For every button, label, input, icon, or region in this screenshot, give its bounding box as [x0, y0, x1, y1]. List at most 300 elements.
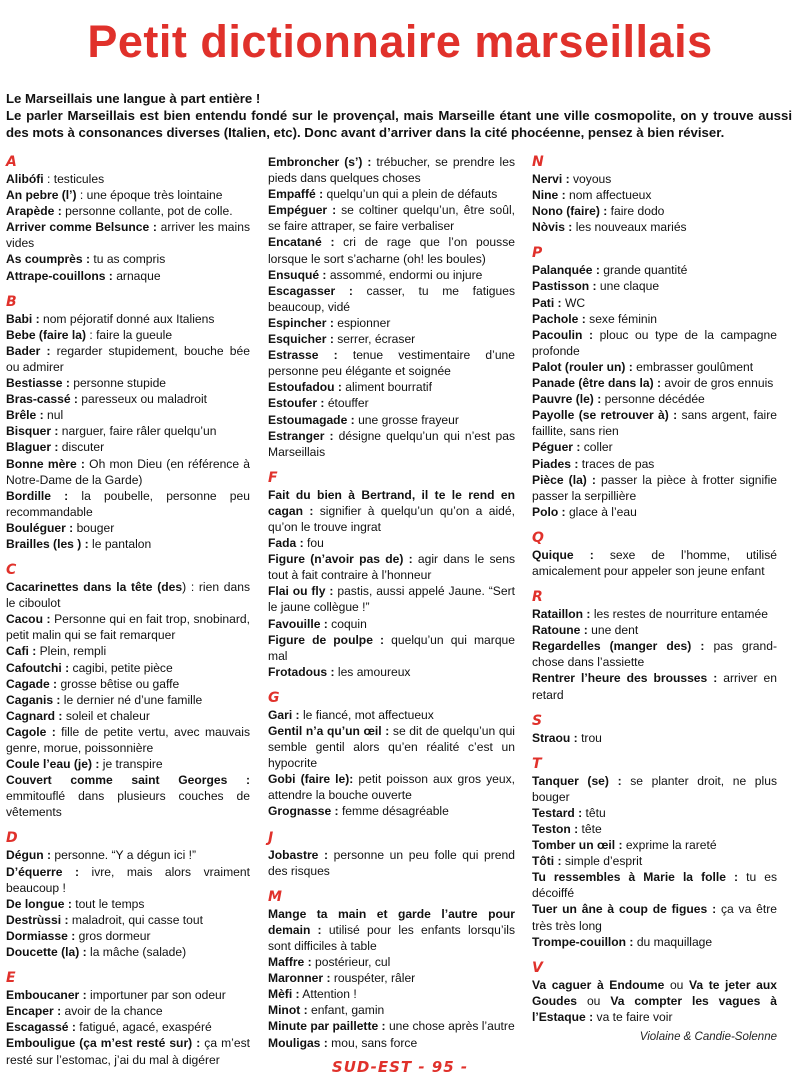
dictionary-entry	[268, 1018, 515, 1034]
entry-term: Escagasser :	[268, 283, 353, 298]
entry-term: Espincher :	[268, 315, 334, 330]
dictionary-entry	[268, 347, 515, 379]
entry-term: Arriver comme Belsunce :	[6, 220, 157, 235]
letter-section	[532, 530, 777, 579]
dictionary-entry	[268, 1035, 515, 1051]
entry-definition: bouger	[73, 520, 115, 535]
entry-definition: le dernier né d’une famille	[60, 692, 203, 707]
entry-definition: ou	[664, 977, 689, 992]
entry-definition: assommé, endormi ou injure	[326, 267, 483, 282]
dictionary-entry	[268, 551, 515, 583]
entry-term: Caganis :	[6, 692, 61, 707]
entry-definition: soleil et chaleur	[62, 708, 150, 723]
dictionary-entry	[6, 772, 250, 820]
dictionary-entry	[532, 805, 777, 821]
entry-definition: utilisé pour les enfants lorsqu’ils sont difficiles à table	[268, 922, 515, 953]
entry-term: Favouille :	[268, 616, 328, 631]
dictionary-entry	[268, 707, 515, 723]
entry-definition: petit poisson aux gros yeux, attendre la bouche ouverte	[268, 772, 515, 803]
dictionary-entry	[532, 869, 777, 901]
entry-term: Ratoune :	[532, 623, 588, 638]
page-title: Petit dictionnaire marseillais	[87, 16, 713, 67]
section-letter: A	[6, 154, 17, 170]
entry-definition: signifier à quelqu’un qu’on a aidé, qu’on le trouve ingrat	[268, 503, 515, 534]
dictionary-entry	[6, 896, 250, 912]
entry-definition: discuter	[58, 440, 105, 455]
entry-term: Estoumagade :	[268, 412, 355, 427]
entry-definition: traces de pas	[578, 456, 655, 471]
entry-definition: nom affectueux	[565, 188, 652, 203]
entry-term: Pièce (la) :	[532, 472, 596, 487]
entry-definition: paresseux ou maladroit	[77, 392, 208, 407]
dictionary-entry	[6, 756, 250, 772]
entry-term: Mèfi :	[268, 987, 300, 1002]
letter-section	[268, 470, 515, 680]
entry-term: Pachole :	[532, 311, 586, 326]
entry-term: Palot (rouler un) :	[532, 359, 633, 374]
entry-definition: sans argent, faire faillite, sans rien	[532, 408, 777, 439]
section-letter: R	[532, 589, 543, 606]
entry-definition: étouffer	[324, 396, 369, 411]
section-letter: F	[268, 469, 278, 486]
entry-term: As coumprès :	[6, 252, 91, 267]
entry-definition: coquin	[327, 616, 367, 631]
entry-term: Rataillon :	[532, 607, 591, 622]
dictionary-entry	[6, 676, 250, 692]
entry-definition: une claque	[596, 279, 660, 294]
entry-definition: importuner par son odeur	[86, 988, 226, 1003]
entry-definition: nom péjoratif donné aux Italiens	[39, 311, 215, 326]
dictionary-entry	[268, 847, 515, 879]
entry-term: Gobi (faire le):	[268, 772, 354, 787]
dictionary-entry	[268, 632, 515, 664]
entry-term: Bordille :	[6, 488, 69, 503]
dictionary-entry	[6, 660, 250, 676]
entry-term: Pacoulin :	[532, 327, 593, 342]
entry-term: Péguer :	[532, 440, 581, 455]
entry-definition: faire dodo	[607, 204, 665, 219]
entry-definition: grosse bêtise ou gaffe	[57, 676, 180, 691]
entry-term: Teston :	[532, 822, 579, 836]
entry-term: Va caguer à Endoume	[532, 977, 665, 992]
dictionary-entry	[532, 853, 777, 869]
entry-definition: fou	[303, 536, 324, 551]
entry-term: Flai ou fly :	[268, 584, 334, 599]
entry-term: Alibófi	[6, 172, 44, 186]
entry-definition: Plein, rempli	[36, 644, 107, 659]
dictionary-entry	[6, 311, 250, 327]
entry-term: Cagade :	[6, 676, 58, 691]
entry-definition: avoir de gros ennuis	[661, 376, 774, 391]
dictionary-entry	[532, 504, 777, 520]
entry-term: Figure (n’avoir pas de) :	[268, 552, 413, 567]
dictionary-entry	[268, 535, 515, 551]
dictionary-entry	[268, 986, 515, 1002]
entry-term: Mouligas :	[268, 1035, 328, 1050]
entry-definition: embrasser goulûment	[632, 359, 754, 374]
dictionary-entry	[6, 708, 250, 724]
section-letter: D	[6, 830, 18, 847]
letter-section	[6, 562, 250, 820]
dictionary-entry	[6, 375, 250, 391]
dictionary-entry	[532, 472, 777, 504]
dictionary-entry	[532, 359, 777, 375]
entry-term: Empaffé :	[268, 187, 324, 202]
dictionary-entry	[532, 295, 777, 311]
entry-term: Cacou :	[6, 612, 51, 627]
dictionary-entry	[532, 977, 777, 1025]
letter-section	[6, 294, 250, 552]
entry-term: Nervi :	[532, 172, 570, 186]
dictionary-entry	[268, 395, 515, 411]
entry-definition: ça va être très très long	[532, 902, 778, 933]
dictionary-entry	[268, 267, 515, 283]
dictionary-entry	[532, 391, 777, 407]
entry-term: D’équerre :	[6, 864, 79, 879]
dictionary-entry	[6, 944, 250, 960]
entry-definition: femme désagréable	[338, 804, 449, 819]
dictionary-entry	[6, 928, 250, 944]
entry-definition: trébucher, se prendre les pieds dans quelques choses	[268, 155, 515, 186]
dictionary-entry	[532, 311, 777, 327]
entry-term: Pati :	[532, 295, 562, 310]
entry-term: Dormiasse :	[6, 928, 76, 943]
entry-definition: : testicules	[43, 172, 105, 186]
entry-term: Emboucaner :	[6, 988, 87, 1003]
entry-term: Doucette (la) :	[6, 945, 87, 960]
entry-definition: trou	[577, 730, 602, 745]
entry-term: Ensuqué :	[268, 267, 327, 282]
section-letter: T	[532, 755, 542, 772]
entry-term: Estranger :	[268, 428, 334, 443]
entry-definition: personne stupide	[69, 376, 167, 391]
entry-term: Bonne mère :	[6, 456, 85, 471]
entry-term: Va compter les vagues à l’Estaque :	[532, 993, 777, 1024]
entry-term: Maffre :	[268, 955, 312, 970]
dictionary-entry	[6, 439, 250, 455]
section-letter: B	[6, 293, 17, 310]
dictionary-column-3	[532, 154, 777, 1035]
entry-term: Trompe-couillon :	[532, 934, 634, 949]
dictionary-entry	[6, 203, 250, 219]
letter-section	[532, 245, 777, 520]
entry-term: Destrùssi :	[6, 912, 69, 927]
entry-definition: WC	[561, 295, 586, 310]
section-letter: V	[532, 959, 543, 976]
section-letter: S	[532, 712, 543, 729]
entry-definition: ou	[577, 993, 611, 1008]
dictionary-entry	[6, 987, 250, 1003]
entry-term: Fait du bien à Bertrand, il te le rend en cagan :	[268, 487, 515, 518]
dictionary-entry	[6, 579, 250, 611]
entry-definition: gros dormeur	[75, 928, 151, 943]
dictionary-entry	[532, 547, 777, 579]
dictionary-entry	[532, 278, 777, 294]
dictionary-entry	[268, 154, 515, 186]
entry-term: Fada :	[268, 536, 304, 551]
entry-term: Bebe (faire la)	[6, 327, 86, 342]
entry-definition: voyous	[569, 172, 612, 186]
dictionary-entry	[532, 837, 777, 853]
entry-term: Payolle (se retrouver à) :	[532, 408, 678, 423]
entry-term: Gentil n’a qu’un œil :	[268, 724, 390, 738]
entry-term: Minot :	[268, 1003, 308, 1018]
entry-definition: : une époque très lointaine	[76, 188, 223, 203]
entry-definition: personne décédée	[601, 392, 705, 407]
dictionary-entry	[268, 234, 515, 266]
dictionary-entry	[268, 803, 515, 819]
dictionary-entry	[532, 934, 777, 950]
letter-section	[532, 756, 777, 950]
dictionary-entry	[268, 379, 515, 395]
dictionary-entry	[532, 439, 777, 455]
entry-definition: maladroit, qui casse tout	[68, 912, 203, 927]
entry-term: Coule l’eau (je) :	[6, 757, 100, 772]
entry-term: Grognasse :	[268, 804, 339, 819]
entry-definition: sexe féminin	[585, 311, 658, 326]
entry-term: Testard :	[532, 805, 583, 820]
entry-definition: casser, tu me fatigues beaucoup, vidé	[268, 283, 515, 314]
entry-term: Panade (être dans la) :	[532, 376, 662, 391]
entry-definition: désigne quelqu’un qui n’est pas Marseillais	[268, 428, 515, 459]
section-letter: M	[268, 888, 282, 905]
entry-definition: du maquillage	[633, 934, 713, 949]
entry-definition: tête	[578, 822, 602, 836]
entry-definition: Personne qui en fait trop, snobinard, petit malin qui se fait remarquer	[6, 612, 250, 643]
letter-section	[532, 589, 777, 703]
dictionary-entry	[6, 219, 250, 251]
entry-definition: cagibi, petite pièce	[69, 660, 173, 675]
entry-term: Regardelles (manger des) :	[532, 639, 705, 654]
letter-section	[6, 970, 250, 1067]
dictionary-entry	[6, 611, 250, 643]
entry-definition: se coltiner quelqu’un, être soûl, se faire attraper, se faire verbaliser	[268, 203, 516, 234]
entry-term: Attrape-couillons :	[6, 268, 113, 283]
dictionary-entry	[6, 643, 250, 659]
entry-definition: coller	[580, 440, 613, 455]
entry-term: Arapède :	[6, 204, 62, 219]
entry-definition: agir dans le sens tout à fait contraire à l’honneur	[268, 552, 515, 583]
entry-definition: simple d’esprit	[561, 854, 643, 869]
entry-term: Bestiasse :	[6, 376, 70, 391]
entry-term: Encatané :	[268, 235, 335, 250]
entry-definition: la poubelle, personne peu recommandable	[6, 488, 250, 519]
entry-term: Embouligue (ça m’est resté sur) :	[6, 1036, 201, 1051]
entry-definition: le fiancé, mot affectueux	[299, 707, 434, 722]
entry-definition: postérieur, cul	[311, 955, 391, 970]
entry-definition: personne collante, pot de colle.	[61, 204, 233, 219]
dictionary-entry	[268, 331, 515, 347]
entry-term: Tu ressembles à Marie la folle :	[532, 870, 739, 885]
entry-term: Pauvre (le) :	[532, 392, 602, 407]
entry-definition: une grosse frayeur	[354, 412, 459, 427]
entry-definition: une dent	[587, 623, 639, 638]
entry-definition: mou, sans force	[327, 1035, 418, 1050]
entry-term: Palanquée :	[532, 263, 600, 278]
dictionary-entry	[268, 487, 515, 535]
entry-term: Esquicher :	[268, 332, 334, 347]
entry-term: Bader :	[6, 343, 51, 358]
entry-term: Nòvis :	[532, 220, 573, 235]
entry-term: Empéguer :	[268, 203, 337, 218]
entry-definition: ivre, mais alors vraiment beaucoup !	[6, 864, 250, 895]
dictionary-entry	[532, 821, 777, 837]
entry-term: Blaguer :	[6, 440, 59, 455]
section-letter: J	[268, 829, 274, 846]
dictionary-entry	[532, 203, 777, 219]
entry-definition: arriver en retard	[532, 671, 777, 702]
letter-section	[268, 889, 515, 1051]
dictionary-entry	[6, 847, 250, 863]
entry-term: Minute par paillette :	[268, 1019, 386, 1034]
entry-term: Escagassé :	[6, 1020, 76, 1035]
entry-definition: personne. “Y a dégun ici !”	[51, 848, 197, 863]
section-letter: N	[532, 154, 544, 170]
entry-definition: serrer, écraser	[333, 332, 416, 347]
intro-headline: Le Marseillais une langue à part entière !	[6, 91, 261, 106]
dictionary-entry	[6, 391, 250, 407]
section-letter: P	[532, 245, 543, 262]
dictionary-entry	[6, 692, 250, 708]
entry-definition: ça m’est resté sur l’estomac, j’ai du mal à digérer	[6, 1036, 250, 1067]
entry-definition: quelqu’un qui a plein de défauts	[323, 187, 498, 202]
dictionary-entry	[532, 171, 777, 187]
entry-definition: ) : rien dans le ciboulot	[6, 580, 250, 611]
entry-term: Tuer un âne à coup de figues :	[532, 902, 717, 917]
entry-definition: regarder stupidement, bouche bée ou admirer	[6, 343, 250, 374]
dictionary-entry	[268, 954, 515, 970]
dictionary-entry	[532, 327, 777, 359]
entry-term: Cagnard :	[6, 708, 63, 723]
entry-term: Tomber un œil :	[532, 838, 623, 853]
dictionary-entry	[268, 723, 515, 771]
entry-definition: plouc ou type de la campagne profonde	[532, 327, 777, 358]
entry-term: Cacarinettes dans la tête (des	[6, 580, 183, 595]
dictionary-column-2	[268, 154, 515, 1061]
section-letter: G	[268, 689, 280, 706]
entry-term: Straou :	[532, 730, 578, 745]
dictionary-entry	[6, 1003, 250, 1019]
entry-term: Cafi :	[6, 644, 37, 659]
entry-definition: enfant, gamin	[307, 1003, 385, 1018]
dictionary-entry	[268, 583, 515, 615]
entry-definition: les amoureux	[334, 664, 411, 679]
dictionary-entry	[268, 616, 515, 632]
dictionary-entry	[6, 488, 250, 520]
entry-definition: fatigué, agacé, exaspéré	[75, 1020, 212, 1035]
entry-definition: sexe de l’homme, utilisé amicalement pour appeler son jeune enfant	[532, 547, 777, 578]
dictionary-entry	[268, 412, 515, 428]
dictionary-entry	[6, 724, 250, 756]
entry-definition: avoir de la chance	[61, 1004, 163, 1019]
dictionary-entry	[268, 283, 515, 315]
introduction	[6, 90, 792, 141]
dictionary-entry	[6, 423, 250, 439]
letter-section	[6, 154, 250, 284]
entry-definition: Attention !	[299, 987, 357, 1002]
entry-definition: cri de rage que l’on pousse lorsque le sort s’acharne (oh! les boules)	[268, 235, 515, 266]
entry-definition: les nouveaux mariés	[572, 220, 687, 235]
letter-section	[268, 690, 515, 820]
entry-definition: têtu	[582, 805, 606, 820]
dictionary-entry	[532, 730, 777, 746]
entry-term: Piades :	[532, 456, 579, 471]
entry-definition: va te faire voir	[593, 1009, 673, 1024]
entry-definition: rouspéter, râler	[330, 971, 416, 986]
entry-definition: une chose après l’autre	[385, 1019, 515, 1034]
dictionary-entry	[6, 268, 250, 284]
letter-section	[532, 713, 777, 746]
entry-definition: tenue vestimentaire d’une personne peu élégante et soignée	[268, 348, 515, 379]
dictionary-entry	[268, 664, 515, 680]
letter-section	[6, 830, 250, 960]
dictionary-entry	[6, 407, 250, 423]
entry-term: Rentrer l’heure des brousses :	[532, 671, 718, 686]
letter-section	[268, 154, 515, 460]
entry-term: Tanquer (se) :	[532, 773, 622, 788]
entry-term: Gari :	[268, 707, 300, 722]
section-letter: E	[6, 970, 16, 987]
entry-term: Couvert comme saint Georges :	[6, 773, 250, 788]
entry-term: Pastisson :	[532, 279, 597, 294]
section-letter: Q	[532, 529, 544, 546]
entry-term: Estoufadou :	[268, 380, 342, 395]
dictionary-entry	[532, 375, 777, 391]
dictionary-entry	[268, 428, 515, 460]
dictionary-entry	[6, 171, 250, 187]
dictionary-entry	[268, 906, 515, 954]
entry-term: Va te jeter aux Goudes	[532, 977, 777, 1008]
entry-term: Brêle :	[6, 408, 44, 423]
dictionary-entry	[6, 187, 250, 203]
dictionary-entry	[532, 219, 777, 235]
entry-definition: tu es décoiffé	[532, 870, 777, 901]
entry-term: Dégun :	[6, 848, 52, 863]
entry-term: Jobastre :	[268, 847, 329, 862]
dictionary-entry	[268, 186, 515, 202]
entry-term: Maronner :	[268, 971, 331, 986]
entry-term: Encaper :	[6, 1004, 62, 1019]
entry-definition: emmitouflé dans plusieurs couches de vêtements	[6, 789, 250, 820]
dictionary-entry	[268, 1002, 515, 1018]
dictionary-entry	[532, 606, 777, 622]
dictionary-entry	[268, 970, 515, 986]
entry-term: Quique :	[532, 547, 594, 562]
dictionary-column-1	[6, 154, 250, 1078]
dictionary-entry	[532, 670, 777, 702]
dictionary-entry	[6, 520, 250, 536]
dictionary-entry	[532, 262, 777, 278]
dictionary-entry	[532, 407, 777, 439]
page-footer: SUD-EST - 95 -	[331, 1058, 469, 1076]
entry-definition: espionner	[333, 315, 391, 330]
entry-term: Polo :	[532, 504, 566, 519]
entry-term: Frotadous :	[268, 664, 335, 679]
entry-definition: je transpire	[99, 757, 163, 772]
entry-definition: fille de petite vertu, avec mauvais genre, morue, poissonnière	[6, 724, 250, 755]
entry-term: Brailles (les ) :	[6, 536, 89, 551]
dictionary-entry	[6, 536, 250, 552]
entry-definition: personne un peu folle qui prend des risques	[268, 847, 515, 878]
entry-definition: la mâche (salade)	[86, 945, 187, 960]
entry-definition: les restes de nourriture entamée	[590, 607, 768, 622]
entry-definition: pastis, aussi appelé Jaune. “Sert le jaune collègue !”	[268, 584, 515, 615]
dictionary-entry	[268, 771, 515, 803]
entry-definition: exprime la rareté	[622, 838, 717, 853]
entry-term: De longue :	[6, 896, 72, 911]
dictionary-entry	[6, 912, 250, 928]
entry-definition: se dit de quelqu’un qui semble gentil alors qu’en réalité c’est un hypocrite	[268, 724, 515, 771]
